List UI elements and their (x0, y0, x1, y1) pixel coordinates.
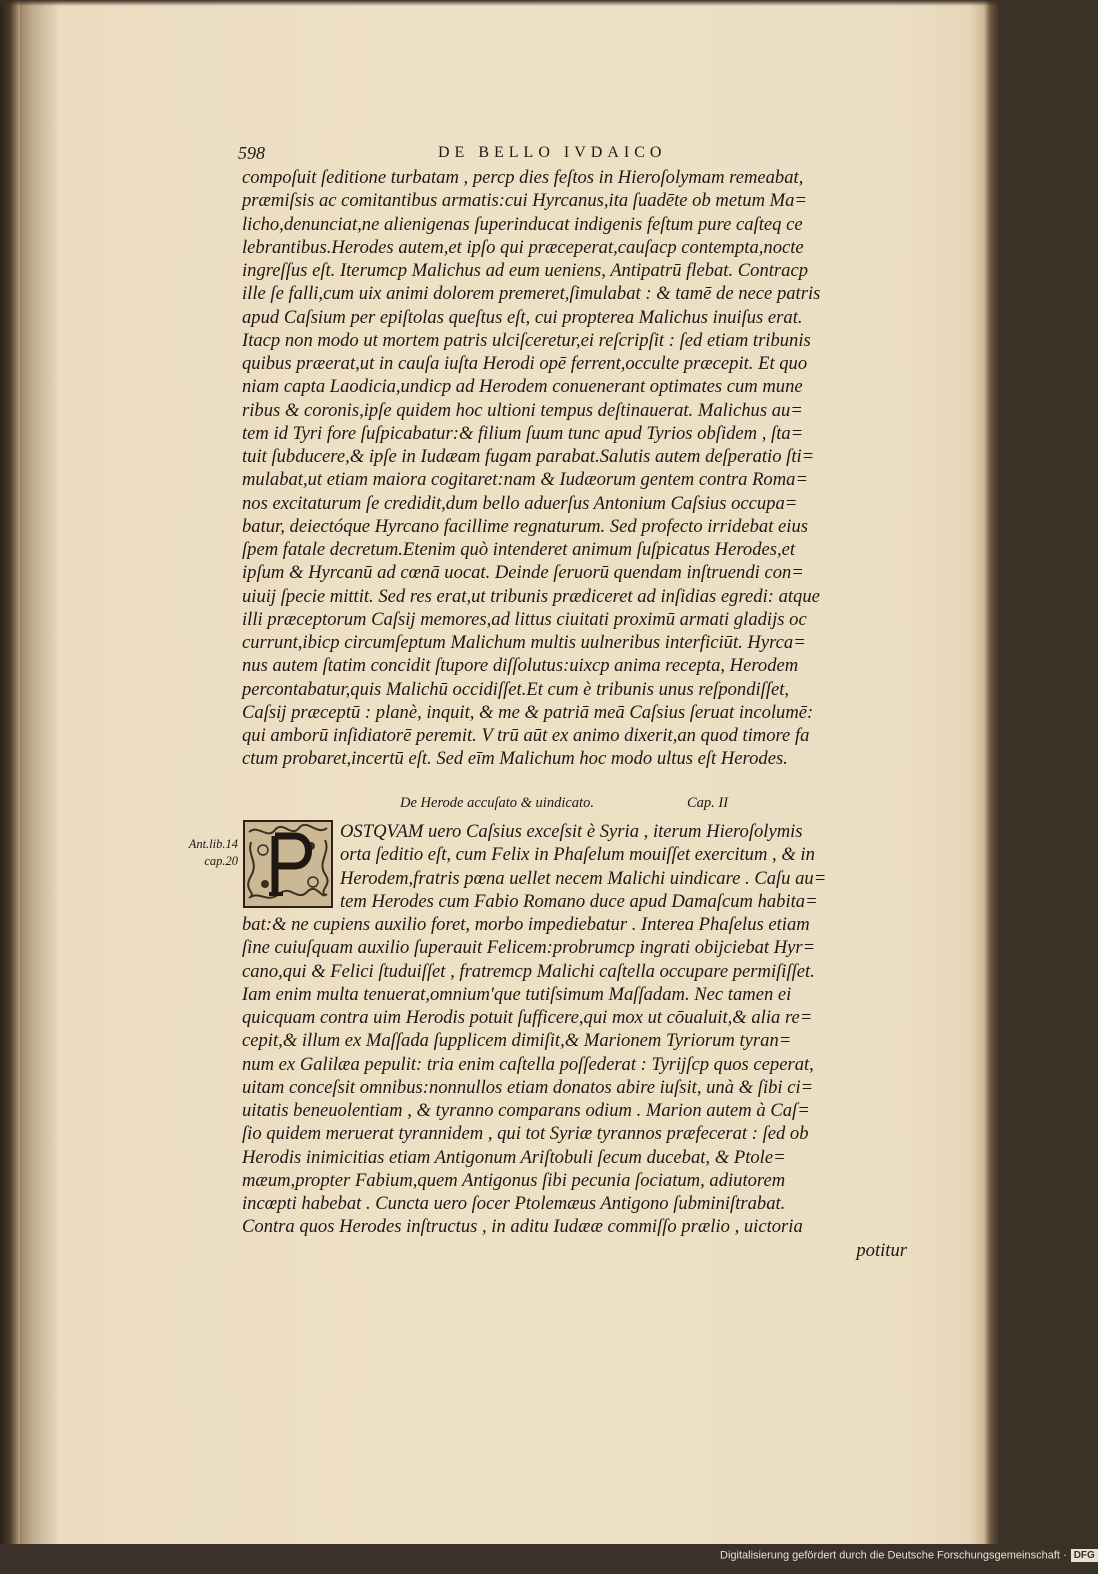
running-head: DE BELLO IVDAICO (438, 144, 667, 161)
text-line: Iam enim multa tenuerat,omnium'que tutiſsimum Maſſadam. Nec tamen ei (242, 983, 792, 1005)
text-line: Caſsij præceptū : planè, inquit, & me & patriā meā Caſsius ſeruat incolumē: (242, 701, 814, 723)
text-line: qui amborū inſidiatorē peremit. V trū aūt ex animo dixerit,an quod timore fa (242, 725, 810, 746)
spine-shadow (20, 0, 60, 1574)
text-line: tem Herodes cum Fabio Romano duce apud Damaſcum habita= (340, 890, 818, 912)
text-line: cepit,& illum ex Maſſada ſupplicem dimiſit,& Marionem Tyriorum tyran= (242, 1030, 792, 1052)
text-line: quibus præerat,ut in cauſa iuſta Herodi opē ferrent,occulte præcepit. Et quo (242, 353, 808, 374)
margin-note (172, 836, 238, 870)
text-line: apud Caſsium per epiſtolas queſtus eſt, cui propterea Malichus inuiſus erat. (242, 306, 803, 328)
decorated-initial-ornament (245, 822, 331, 906)
text-line: tem id Tyri fore ſuſpicabatur:& filium ſuum tunc apud Tyrios obſidem , ſta= (242, 422, 804, 444)
text-line: bat:& ne cupiens auxilio foret, morbo impediebatur . Interea Phaſelus etiam (242, 914, 810, 935)
text-line: quicquam contra uim Herodis potuit ſufficere,qui mox ut cōualuit,& alia re= (242, 1007, 813, 1028)
chapter-number: Cap. II (687, 795, 729, 811)
text-line: orta ſeditio eſt, cum Felix in Phaſelum mouiſſet exercitum , & in (340, 844, 815, 866)
text-line: ribus & coronis,ipſe quidem hoc ultioni tempus deſtinauerat. Malichus au= (242, 399, 803, 421)
text-line: OSTQVAM uero Caſsius exceſsit è Syria , iterum Hieroſolymis (340, 821, 803, 842)
text-line: batur, deiectóque Hyrcano facillime regnaturum. Sed profecto irridebat eius (242, 515, 808, 537)
text-line: incœpti habebat . Cuncta uero ſocer Ptolemæus Antigono ſubminiſtrabat. (242, 1193, 786, 1214)
text-line: lebrantibus.Herodes autem,et ipſo qui præceperat,cauſacp contempta,nocte (242, 236, 804, 258)
text-line: cano,qui & Felici ſtuduiſſet , fratremcp Malichi caſtella occupare permiſiſſet. (242, 960, 815, 982)
top-edge (0, 0, 1000, 6)
text-line: ſio quidem meruerat tyrannidem , qui tot Syriæ tyrannos præfecerat : ſed ob (242, 1123, 809, 1145)
text-line: licho,denunciat,ne alienigenas ſuperinducat indigenis feſtum pure caſteq ce (242, 213, 803, 235)
text-line: Herodem,fratris pœna uellet necem Malichi uindicare . Caſu au= (340, 867, 827, 889)
text-line: nos excitaturum ſe credidit,dum bello aduerſus Antonium Caſsius occupa= (242, 492, 798, 514)
credit-text: Digitalisierung gefördert durch die Deutsche Forschungsgemeinschaft · (720, 1549, 1067, 1562)
text-line: num ex Galilæa pepulit: tria enim caſtella poſſederat : Tyrijſcp quos ceperat, (242, 1053, 814, 1075)
text-line: illi præceptorum Caſsij memores,ad littus ciuitati proximū armati gladijs oc (242, 608, 807, 630)
text-line: ſine cuiuſquam auxilio ſuperauit Felicem:probrumcp ingrati obijciebat Hyr= (242, 937, 816, 959)
decorated-initial (243, 820, 333, 908)
margin-note-line: cap.20 (204, 854, 238, 868)
text-line: Contra quos Herodes inſtructus , in aditu Iudææ commiſſo prælio , uictoria (242, 1216, 803, 1238)
text-line: ingreſſus eſt. Iterumcp Malichus ad eum ueniens, Antipatrū flebat. Contracp (242, 260, 809, 281)
text-line: nus autem ſtatim concidit ſtupore diſſolutus:uixcp anima recepta, Herodem (242, 655, 799, 677)
text-line: mæum,propter Fabium,quem Antigonus ſibi pecunia ſociatum, adiutorem (242, 1169, 786, 1191)
text-line: compoſuit ſeditione turbatam , percp dies feſtos in Hieroſolymam remeabat, (242, 167, 804, 188)
text-line: uitatis beneuolentiam , & tyranno comparans odium . Marion autem à Caſ= (242, 1100, 810, 1121)
text-line: currunt,ibicp circumſeptum Malichum multis uulneribus interficiūt. Hyrca= (242, 632, 806, 653)
body-text (242, 166, 907, 771)
digitization-credit (720, 1549, 1098, 1562)
margin-note-line: Ant.lib.14 (188, 837, 238, 851)
text-line: ctum probaret,incertū eſt. Sed eīm Malichum hoc modo ultus eſt Herodes. (242, 748, 788, 770)
text-line: Itacp non modo ut mortem patris ulciſceretur,ei reſcripſit : ſed etiam tribunis (242, 329, 811, 351)
page-number: 598 (238, 143, 265, 163)
text-line: præmiſsis ac comitantibus armatis:cui Hyrcanus,ita ſuadēte ob metum Ma= (242, 190, 807, 212)
text-line: niam capta Laodicia,undicp ad Herodem conuenerant optimates cum mune (242, 376, 803, 398)
text-line: uitam conceſsit omnibus:nonnullos etiam donatos abire iuſsit, unà & ſibi ci= (242, 1076, 814, 1098)
dfg-logo: DFG (1071, 1549, 1098, 1562)
text-line: uiuij ſpecie mittit. Sed res erat,ut tribunis prædiceret ad inſidias egredi: atque (242, 585, 820, 607)
text-line: ille ſe falli,cum uix animi dolorem premeret,ſimulabat : & tamē de nece patris (242, 283, 821, 305)
text-line: percontabatur,quis Malichū occidiſſet.Et cum è tribunis unus reſpondiſſet, (242, 678, 790, 700)
catchword: potitur (856, 1239, 907, 1261)
text-line: ſpem fatale decretum.Etenim quò intenderet animum ſuſpicatus Herodes,et (242, 539, 796, 560)
text-line: tuit ſubducere,& ipſe in Iudæam fugam parabat.Salutis autem deſperatio ſti= (242, 446, 815, 467)
chapter-title: De Herode accuſato & uindicato. (400, 795, 594, 811)
text-line: Herodis inimicitias etiam Antigonum Ariſtobuli ſecum ducebat, & Ptole= (242, 1146, 786, 1168)
chapter-text (242, 820, 907, 1262)
text-line: ipſum & Hyrcanū ad cœnā uocat. Deinde ſeruorū quendam inſtruendi con= (242, 562, 804, 584)
text-line: mulabat,ut etiam maiora cogitaret:nam & Iudæorum gentem contra Roma= (242, 469, 809, 491)
